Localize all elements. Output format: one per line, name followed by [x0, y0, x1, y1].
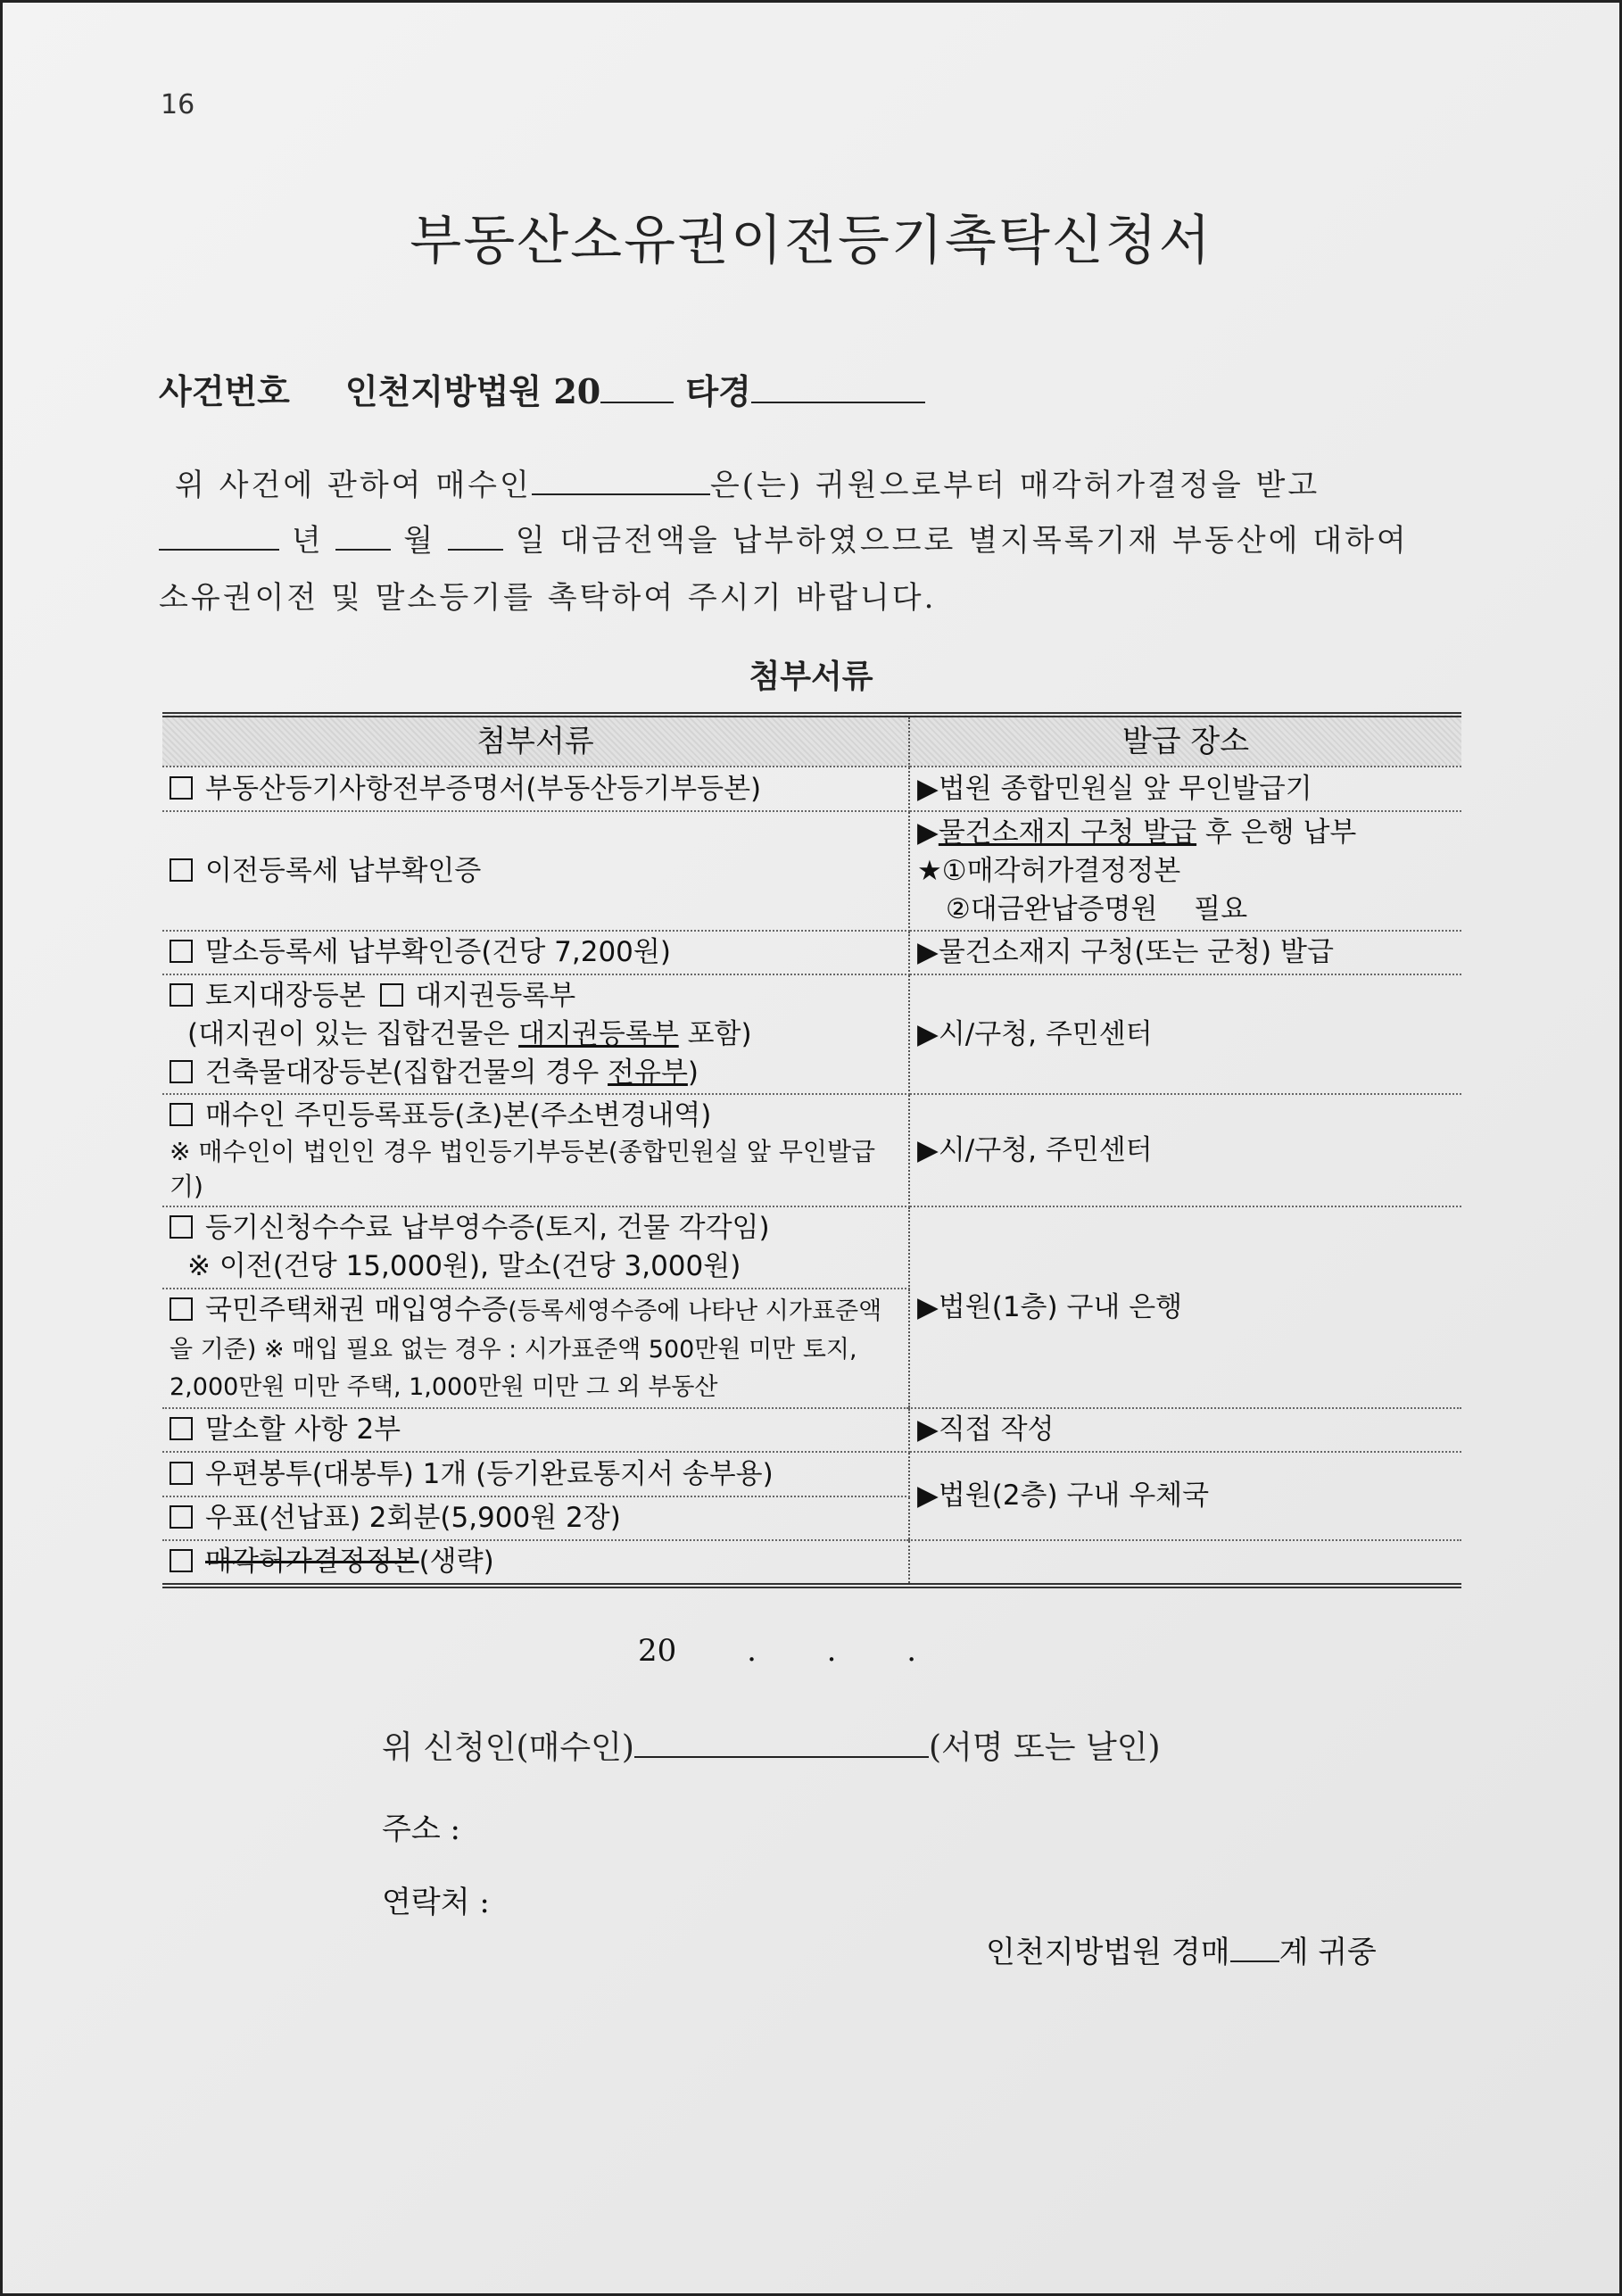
case-label: 사건번호 [159, 371, 290, 411]
para-text: 월 [403, 523, 436, 559]
case-year-field[interactable] [600, 368, 674, 403]
doc-note: (등록세영수증에 나타난 시가표준액을 기준) ※ 매입 필요 없는 경우 : 시가표준액 500만원 미만 토지, 2,000만원 미만 주택, 1,000만원 미만 그 외 부동산 [170, 1297, 882, 1402]
issue-place: ▶직접 작성 [909, 1408, 1461, 1452]
checkbox[interactable] [380, 983, 403, 1007]
table-row [162, 767, 1461, 811]
para-text: 일 대금전액을 납부하였으므로 별지목록기재 부동산에 대하여 [515, 523, 1409, 559]
issue-place: ▶물건소재지 구청(또는 군청) 발급 [909, 931, 1461, 974]
day-field[interactable] [448, 518, 503, 551]
table-row [162, 811, 1461, 931]
case-number-field[interactable] [751, 368, 925, 403]
doc-name: 국민주택채권 매입영수증 [205, 1293, 509, 1326]
doc-name: 부동산등기사항전부증명서(부동산등기부등본) [205, 772, 762, 805]
case-type: 타경 [685, 371, 751, 411]
doc-name: 토지대장등본 [205, 980, 366, 1013]
doc-name-underlined: 전유부 [608, 1056, 688, 1089]
doc-name: 대지권등록부 [415, 980, 576, 1013]
issue-place: ▶시/구청, 주민센터 [909, 974, 1461, 1094]
doc-note: 포함) [678, 1017, 752, 1050]
para-text: 년 [291, 523, 324, 559]
doc-note: ※ 이전(건당 15,000원), 말소(건당 3,000원) [187, 1250, 741, 1283]
division-field[interactable] [1230, 1930, 1279, 1962]
checkbox[interactable] [170, 1297, 193, 1321]
month-field[interactable] [335, 518, 391, 551]
checkbox[interactable] [170, 1060, 193, 1083]
doc-name: 등기신청수수료 납부영수증(토지, 건물 각각임) [205, 1212, 770, 1245]
applicant-signature-line [382, 1722, 1161, 1768]
issue-place: ▶법원(2층) 구내 우체국 [909, 1452, 1461, 1540]
doc-name: 우표(선납표) 2회분(5,900원 2장) [205, 1501, 621, 1534]
case-number-line [159, 364, 925, 413]
header-place: 발급 장소 [909, 715, 1461, 767]
checkbox[interactable] [170, 1549, 193, 1572]
year-field[interactable] [159, 518, 279, 551]
doc-note: ※ 매수인이 법인인 경우 법인등기부등본(종합민원실 앞 무인발급기) [170, 1137, 876, 1201]
attachments-table [162, 712, 1461, 1588]
checkbox[interactable] [170, 858, 193, 882]
attachments-heading: 첨부서류 [749, 659, 873, 695]
page-number: 16 [161, 89, 195, 120]
doc-name: 말소등록세 납부확인증(건당 7,200원) [205, 936, 671, 969]
table-row [162, 1206, 1461, 1289]
signature-note: (서명 또는 날인) [928, 1729, 1161, 1766]
issue-place: ▶법원 종합민원실 앞 무인발급기 [909, 767, 1461, 811]
table-header-row [162, 715, 1461, 767]
table-row [162, 974, 1461, 1094]
doc-name: 건축물대장등본(집합건물의 경우 [205, 1056, 608, 1089]
checkbox[interactable] [170, 776, 193, 800]
table-row [162, 1540, 1461, 1586]
doc-name: ) [687, 1056, 699, 1089]
empty-cell [909, 1540, 1461, 1586]
para-text: 위 사건에 관하여 매수인 [175, 468, 532, 503]
arrow-icon: ▶ [917, 816, 939, 849]
required-doc-1: ★①매각허가결정정본 [917, 854, 1181, 887]
checkbox[interactable] [170, 1462, 193, 1485]
doc-note-underlined: 대지권등록부 [518, 1017, 679, 1050]
checkbox[interactable] [170, 940, 193, 963]
applicant-name-field[interactable] [634, 1724, 929, 1758]
doc-name: 말소할 사항 2부 [205, 1413, 401, 1446]
court-name: 인천지방법원 경매 [986, 1935, 1230, 1970]
doc-note: (대지권이 있는 집합건물은 [187, 1017, 519, 1050]
contact-label: 연락처 : [382, 1885, 490, 1920]
checkbox[interactable] [170, 1215, 193, 1239]
court-suffix: 계 귀중 [1279, 1935, 1377, 1970]
required-doc-2: ②대금완납증명원 필요 [946, 892, 1248, 925]
checkbox[interactable] [170, 1103, 193, 1126]
case-court: 인천지방법원 20 [344, 371, 601, 411]
para-text: 은(는) 귀원으로부터 매각허가결정을 받고 [709, 468, 1320, 503]
paragraph-line-1 [175, 460, 1320, 504]
buyer-name-field[interactable] [532, 463, 710, 495]
table-row [162, 931, 1461, 974]
table-row [162, 1452, 1461, 1496]
address-label: 주소 : [382, 1811, 460, 1847]
paragraph-line-2 [159, 516, 1409, 559]
checkbox[interactable] [170, 1505, 193, 1529]
applicant-label: 위 신청인(매수인) [382, 1729, 634, 1766]
table-row [162, 1094, 1461, 1206]
paragraph-line-3: 소유권이전 및 말소등기를 촉탁하여 주시기 바랍니다. [159, 580, 937, 616]
application-date[interactable]: 20 . . . [638, 1633, 917, 1669]
checkbox[interactable] [170, 1417, 193, 1440]
checkbox[interactable] [170, 983, 193, 1007]
doc-name: 이전등록세 납부확인증 [205, 854, 482, 887]
issue-place: ▶법원(1층) 구내 은행 [909, 1206, 1461, 1408]
issue-place [909, 811, 1461, 931]
court-addressee [986, 1927, 1377, 1971]
doc-name: 우편봉투(대봉투) 1개 (등기완료통지서 송부용) [205, 1457, 774, 1490]
doc-name: 매수인 주민등록표등(초)본(주소변경내역) [205, 1099, 712, 1132]
header-documents: 첨부서류 [162, 715, 909, 767]
doc-name-struck: 매각허가결정정본 [205, 1545, 419, 1578]
document-title: 부동산소유권이전등기촉탁신청서 [410, 210, 1212, 272]
table-row [162, 1408, 1461, 1452]
doc-name: (생략) [418, 1545, 494, 1578]
place-underlined: 물건소재지 구청 발급 [938, 816, 1197, 849]
place-text: 후 은행 납부 [1196, 816, 1357, 849]
issue-place: ▶시/구청, 주민센터 [909, 1094, 1461, 1206]
